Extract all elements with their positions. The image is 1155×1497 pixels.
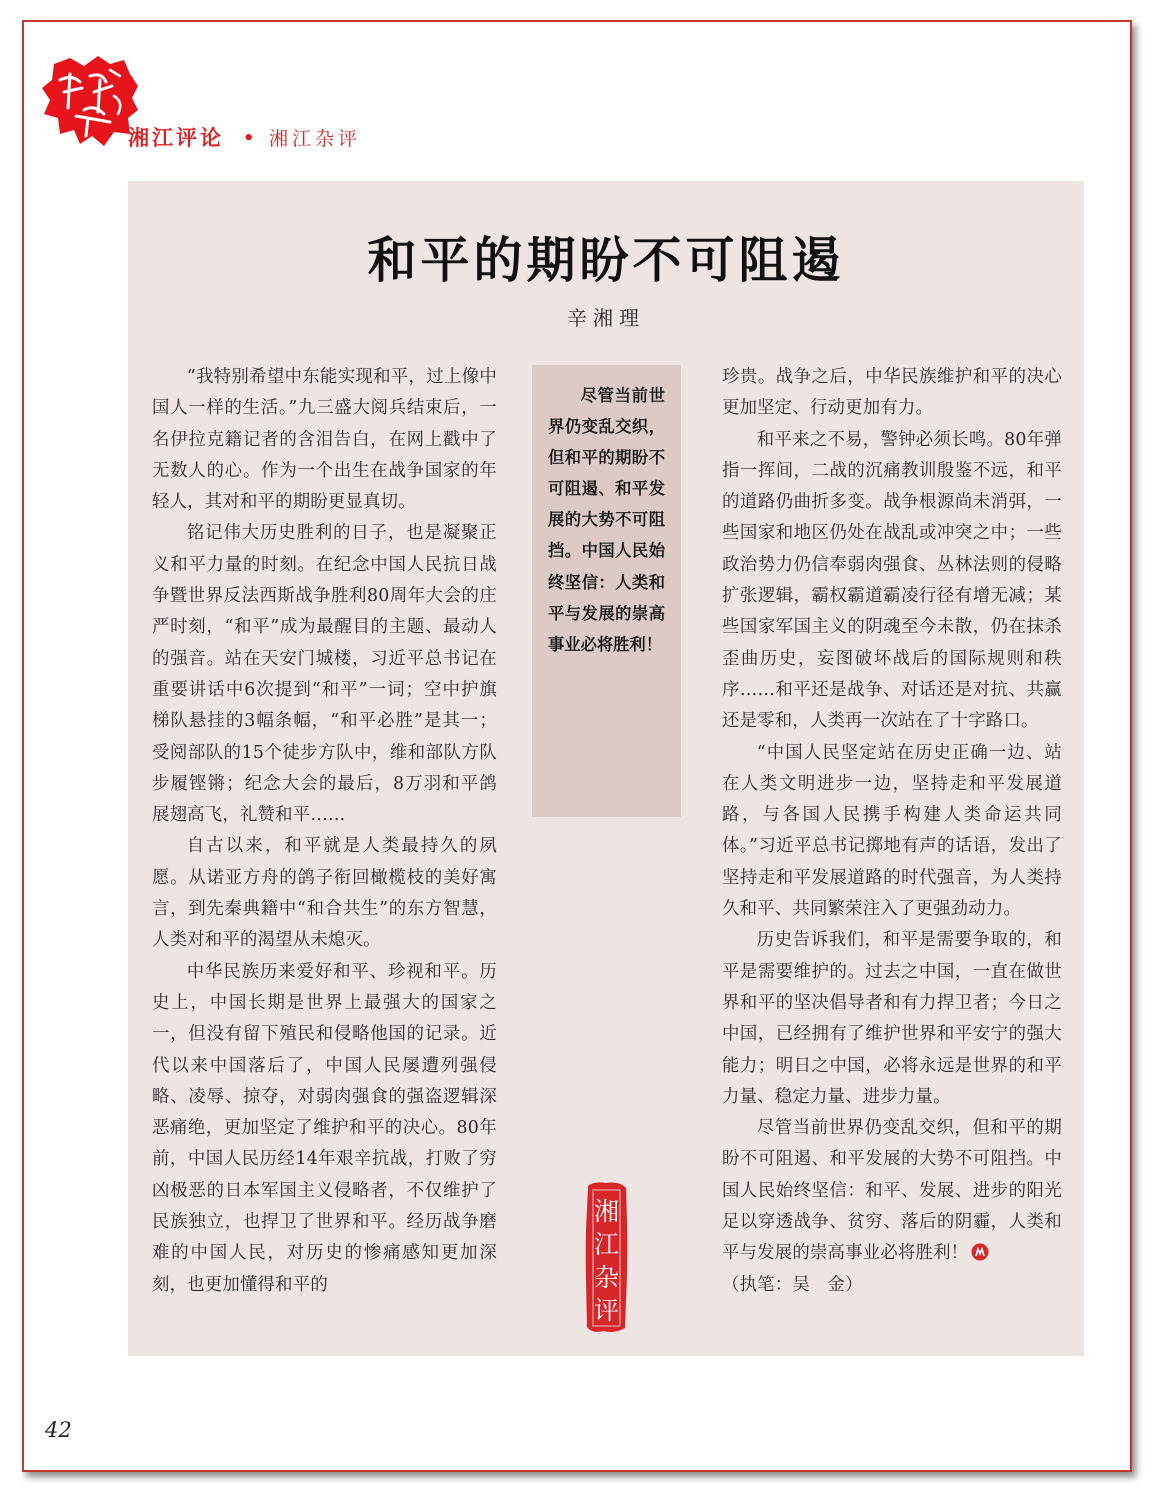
left-paragraph: 铭记伟大历史胜利的日子，也是凝聚正义和平力量的时刻。在纪念中国人民抗日战争暨世界反法西斯战争胜利80周年大会的庄严时刻，“和平”成为最醒目的主题、最动人的强音。站在天安门城楼，习近平总书记在重要讲话中6次提到“和平”一词；空中护旗梯队悬挂的3幅条幅，“和平必胜”是其一；受阅部队的15个徒步方队中，维和部队方队步履铿锵；纪念大会的最后，8万羽和平鸽展翅高飞，礼赞和平…… [152,523,497,826]
page-number: 42 [45,1418,72,1442]
left-paragraph: “我特别希望中东能实现和平，过上像中国人一样的生活。”九三盛大阅兵结束后，一名伊拉克籍记者的含泪告白，在网上戳中了无数人的心。作为一个出生在战争国家的年轻人，其对和平的期盼更显真切。 [152,367,497,513]
seal-char: 湘江杂评 [593,1197,620,1325]
article-title: 和平的期盼不可阻遏 [367,231,845,289]
end-mark-icon [971,1243,989,1261]
right-paragraph: 历史告诉我们，和平是需要争取的，和平是需要维护的。过去之中国，一直在做世界和平的坚决倡导者和有力捍卫者；今日之中国，已经拥有了维护世界和平安宁的强大能力；明日之中国，必将永远是世界的和平力量、稳定力量、进步力量。 [722,930,1062,1107]
seal-stamp-icon [584,1180,629,1335]
pullquote [548,380,665,660]
section-separator: • [243,128,255,149]
right-paragraph: 和平来之不易，警钟必须长鸣。80年弹指一挥间，二战的沉痛教训殷鉴不远，和平的道路仍曲折多变。战争根源尚未消弭，一些国家和地区仍处在战乱或冲突之中；一些政治势力仍信奉弱肉强食、丛林法则的侵略扩张逻辑，霸权霸道霸凌行径有增无减；某些国家军国主义的阴魂至今未散，仍在抹杀歪曲历史，妄图破坏战后的国际规则和秩序……和平还是战争、对话还是对抗、共赢还是零和，人类再一次站在了十字路口。 [722,429,1062,732]
subsection-label: 湘江杂评 [269,128,362,150]
section-label: 湘江评论 [128,126,224,150]
left-paragraph: 自古以来，和平就是人类最持久的夙愿。从诺亚方舟的鸽子衔回橄榄枝的美好寓言，到先秦典籍中“和合共生”的东方智慧，人类对和平的渴望从未熄灭。 [152,836,497,951]
article-author: 辛湘理 [567,306,645,330]
xiangjiang-review-logo-icon [40,52,140,148]
left-column [152,362,497,1301]
right-paragraph-final [722,1113,1062,1269]
right-paragraph: “中国人民坚定站在历史正确一边、站在人类文明进步一边，坚持走和平发展道路，与各国人民携手构建人类命运共同体。”习近平总书记掷地有声的话语，发出了坚持走和平发展道路的时代强音，为人类持久和平、共同繁荣注入了更强劲动力。 [722,742,1062,920]
article-signature: （执笔：吴 金） [722,1274,863,1295]
right-paragraph-continuation: 珍贵。战争之后，中华民族维护和平的决心更加坚定、行动更加有力。 [722,367,1062,419]
pullquote-text: 尽管当前世界仍变乱交织，但和平的期盼不可阻遏、和平发展的大势不可阻挡。中国人民始终坚信：人类和平与发展的崇高事业必将胜利！ [548,386,665,654]
right-paragraph-final-text: 尽管当前世界仍变乱交织，但和平的期盼不可阻遏、和平发展的大势不可阻挡。中国人民始终坚信：和平、发展、进步的阳光足以穿透战争、贫穷、落后的阴霾，人类和平与发展的崇高事业必将胜利！ [722,1118,1062,1264]
left-paragraph: 中华民族历来爱好和平、珍视和平。历史上，中国长期是世界上最强大的国家之一，但没有留下殖民和侵略他国的记录。近代以来中国落后了，中国人民屡遭列强侵略、凌辱、掠夺，对弱肉强食的强盗逻辑深恶痛绝，更加坚定了维护和平的决心。80年前，中国人民历经14年艰辛抗战，打败了穷凶极恶的日本军国主义侵略者，不仅维护了民族独立，也捍卫了世界和平。经历战争磨难的中国人民，对历史的惨痛感知更加深刻，也更加懂得和平的 [152,961,497,1295]
right-column [722,362,1062,1301]
